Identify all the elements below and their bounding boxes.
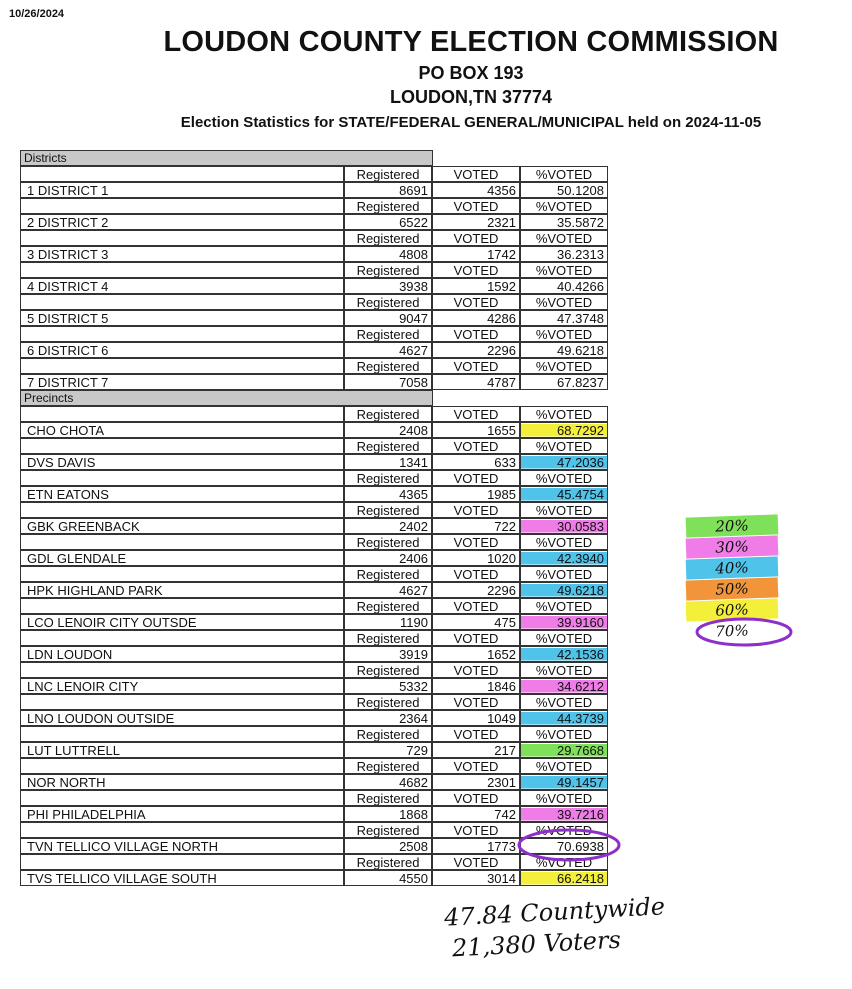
legend-item: 30%: [686, 535, 779, 558]
registered-header: Registered: [344, 598, 432, 614]
voted-value: 1773: [432, 838, 520, 854]
registered-value: 4365: [344, 486, 432, 502]
voted-header: VOTED: [432, 534, 520, 550]
voted-value: 475: [432, 614, 520, 630]
legend-item: 70%: [715, 621, 749, 641]
pct-voted-value: 50.1208: [520, 182, 608, 198]
voted-header: VOTED: [432, 406, 520, 422]
registered-value: 7058: [344, 374, 432, 390]
legend-item: 40%: [686, 556, 779, 579]
voted-header: VOTED: [432, 694, 520, 710]
voted-value: 1985: [432, 486, 520, 502]
registered-value: 5332: [344, 678, 432, 694]
voted-header: VOTED: [432, 822, 520, 838]
report-date: 10/26/2024: [9, 8, 65, 20]
pct-voted-value: 39.9160: [520, 614, 608, 630]
pct-voted-value: 34.6212: [520, 678, 608, 694]
voted-value: 2321: [432, 214, 520, 230]
registered-header: Registered: [344, 358, 432, 374]
registered-header: Registered: [344, 694, 432, 710]
pct-voted-value: 45.4754: [520, 486, 608, 502]
registered-value: 4627: [344, 582, 432, 598]
area-name: TVS TELLICO VILLAGE SOUTH: [20, 870, 344, 886]
registered-header: Registered: [344, 438, 432, 454]
registered-value: 4682: [344, 774, 432, 790]
pct-voted-header: %VOTED: [520, 326, 608, 342]
pct-voted-value: 44.3739: [520, 710, 608, 726]
voted-value: 2296: [432, 582, 520, 598]
area-name: LCO LENOIR CITY OUTSDE: [20, 614, 344, 630]
registered-header: Registered: [344, 406, 432, 422]
pct-voted-value: 39.7216: [520, 806, 608, 822]
registered-header: Registered: [344, 198, 432, 214]
registered-value: 4550: [344, 870, 432, 886]
pct-voted-header: %VOTED: [520, 294, 608, 310]
pct-voted-value: 42.1536: [520, 646, 608, 662]
voted-value: 1049: [432, 710, 520, 726]
voted-value: 1846: [432, 678, 520, 694]
voted-value: 1020: [432, 550, 520, 566]
pct-voted-header: %VOTED: [520, 854, 608, 870]
area-name: 5 DISTRICT 5: [20, 310, 344, 326]
registered-value: 1868: [344, 806, 432, 822]
registered-value: 4627: [344, 342, 432, 358]
registered-value: 2406: [344, 550, 432, 566]
area-name: 3 DISTRICT 3: [20, 246, 344, 262]
pct-voted-header: %VOTED: [520, 230, 608, 246]
area-name: DVS DAVIS: [20, 454, 344, 470]
legend-item: 60%: [686, 598, 779, 621]
registered-header: Registered: [344, 294, 432, 310]
registered-header: Registered: [344, 726, 432, 742]
legend-item: 20%: [686, 514, 779, 537]
registered-value: 3919: [344, 646, 432, 662]
voted-value: 217: [432, 742, 520, 758]
pct-voted-value: 68.7292: [520, 422, 608, 438]
area-name: 1 DISTRICT 1: [20, 182, 344, 198]
registered-header: Registered: [344, 502, 432, 518]
pct-voted-header: %VOTED: [520, 406, 608, 422]
area-name: CHO CHOTA: [20, 422, 344, 438]
area-name: NOR NORTH: [20, 774, 344, 790]
pct-voted-header: %VOTED: [520, 566, 608, 582]
handwritten-voters-note: 21,380 Voters: [451, 925, 622, 963]
area-name: LDN LOUDON: [20, 646, 344, 662]
voted-header: VOTED: [432, 166, 520, 182]
pct-voted-header: %VOTED: [520, 534, 608, 550]
area-name: TVN TELLICO VILLAGE NORTH: [20, 838, 344, 854]
voted-header: VOTED: [432, 598, 520, 614]
voted-header: VOTED: [432, 790, 520, 806]
pct-voted-header: %VOTED: [520, 502, 608, 518]
voted-header: VOTED: [432, 630, 520, 646]
voted-value: 1592: [432, 278, 520, 294]
pct-voted-value: 35.5872: [520, 214, 608, 230]
registered-value: 2364: [344, 710, 432, 726]
voted-value: 2301: [432, 774, 520, 790]
page-title: LOUDON COUNTY ELECTION COMMISSION: [163, 26, 779, 58]
registered-header: Registered: [344, 566, 432, 582]
registered-header: Registered: [344, 758, 432, 774]
registered-value: 3938: [344, 278, 432, 294]
pct-voted-value: 49.6218: [520, 582, 608, 598]
registered-value: 2402: [344, 518, 432, 534]
pct-voted-header: %VOTED: [520, 758, 608, 774]
area-name: GDL GLENDALE: [20, 550, 344, 566]
registered-value: 1341: [344, 454, 432, 470]
pct-voted-value: 70.6938: [520, 838, 608, 854]
registered-header: Registered: [344, 790, 432, 806]
handwritten-countywide-note: 47.84 Countywide: [443, 892, 666, 932]
voted-header: VOTED: [432, 326, 520, 342]
pct-voted-header: %VOTED: [520, 166, 608, 182]
pct-voted-header: %VOTED: [520, 630, 608, 646]
address-line-1: PO BOX 193: [418, 63, 524, 83]
area-name: LNO LOUDON OUTSIDE: [20, 710, 344, 726]
registered-header: Registered: [344, 262, 432, 278]
registered-header: Registered: [344, 230, 432, 246]
address-line-2: LOUDON,TN 37774: [389, 87, 553, 107]
circle-70-percent-mark: [519, 830, 619, 860]
voted-header: VOTED: [432, 470, 520, 486]
registered-header: Registered: [344, 854, 432, 870]
voted-value: 4286: [432, 310, 520, 326]
precincts-section-label: Precincts: [20, 390, 433, 406]
voted-header: VOTED: [432, 726, 520, 742]
area-name: LNC LENOIR CITY: [20, 678, 344, 694]
voted-value: 722: [432, 518, 520, 534]
voted-value: 1652: [432, 646, 520, 662]
registered-header: Registered: [344, 630, 432, 646]
voted-value: 1655: [432, 422, 520, 438]
pct-voted-header: %VOTED: [520, 198, 608, 214]
voted-header: VOTED: [432, 758, 520, 774]
registered-value: 2408: [344, 422, 432, 438]
pct-voted-header: %VOTED: [520, 694, 608, 710]
voted-header: VOTED: [432, 230, 520, 246]
pct-voted-value: 49.1457: [520, 774, 608, 790]
voted-value: 633: [432, 454, 520, 470]
voted-header: VOTED: [432, 502, 520, 518]
registered-header: Registered: [344, 470, 432, 486]
area-name: 4 DISTRICT 4: [20, 278, 344, 294]
area-name: HPK HIGHLAND PARK: [20, 582, 344, 598]
pct-voted-value: 29.7668: [520, 742, 608, 758]
pct-voted-value: 47.3748: [520, 310, 608, 326]
pct-voted-value: 67.8237: [520, 374, 608, 390]
voted-header: VOTED: [432, 198, 520, 214]
pct-voted-value: 47.2036: [520, 454, 608, 470]
pct-voted-header: %VOTED: [520, 822, 608, 838]
area-name: GBK GREENBACK: [20, 518, 344, 534]
registered-value: 2508: [344, 838, 432, 854]
registered-value: 1190: [344, 614, 432, 630]
pct-voted-header: %VOTED: [520, 358, 608, 374]
legend-circle-mark: [697, 619, 791, 645]
voted-value: 4356: [432, 182, 520, 198]
pct-voted-value: 30.0583: [520, 518, 608, 534]
pct-voted-header: %VOTED: [520, 438, 608, 454]
voted-header: VOTED: [432, 438, 520, 454]
area-name: ETN EATONS: [20, 486, 344, 502]
voted-value: 3014: [432, 870, 520, 886]
pct-voted-header: %VOTED: [520, 790, 608, 806]
pct-voted-value: 49.6218: [520, 342, 608, 358]
registered-header: Registered: [344, 662, 432, 678]
voted-header: VOTED: [432, 294, 520, 310]
area-name: 2 DISTRICT 2: [20, 214, 344, 230]
pct-voted-header: %VOTED: [520, 262, 608, 278]
report-subtitle: Election Statistics for STATE/FEDERAL GENERAL/MUNICIPAL held on 2024-11-05: [180, 114, 762, 131]
pct-voted-header: %VOTED: [520, 598, 608, 614]
registered-value: 8691: [344, 182, 432, 198]
voted-header: VOTED: [432, 262, 520, 278]
districts-section-label: Districts: [20, 150, 433, 166]
registered-header: Registered: [344, 166, 432, 182]
pct-voted-value: 40.4266: [520, 278, 608, 294]
pct-voted-value: 42.3940: [520, 550, 608, 566]
voted-value: 742: [432, 806, 520, 822]
voted-header: VOTED: [432, 662, 520, 678]
registered-header: Registered: [344, 534, 432, 550]
area-name: PHI PHILADELPHIA: [20, 806, 344, 822]
registered-header: Registered: [344, 822, 432, 838]
pct-voted-value: 66.2418: [520, 870, 608, 886]
voted-header: VOTED: [432, 854, 520, 870]
voted-value: 2296: [432, 342, 520, 358]
voted-header: VOTED: [432, 358, 520, 374]
registered-value: 6522: [344, 214, 432, 230]
registered-value: 9047: [344, 310, 432, 326]
pct-voted-header: %VOTED: [520, 726, 608, 742]
registered-header: Registered: [344, 326, 432, 342]
area-name: 6 DISTRICT 6: [20, 342, 344, 358]
pct-voted-value: 36.2313: [520, 246, 608, 262]
voted-header: VOTED: [432, 566, 520, 582]
pct-voted-header: %VOTED: [520, 662, 608, 678]
area-name: 7 DISTRICT 7: [20, 374, 344, 390]
voted-value: 1742: [432, 246, 520, 262]
voted-value: 4787: [432, 374, 520, 390]
registered-value: 729: [344, 742, 432, 758]
pct-voted-header: %VOTED: [520, 470, 608, 486]
area-name: LUT LUTTRELL: [20, 742, 344, 758]
legend-item: 50%: [686, 577, 779, 600]
registered-value: 4808: [344, 246, 432, 262]
